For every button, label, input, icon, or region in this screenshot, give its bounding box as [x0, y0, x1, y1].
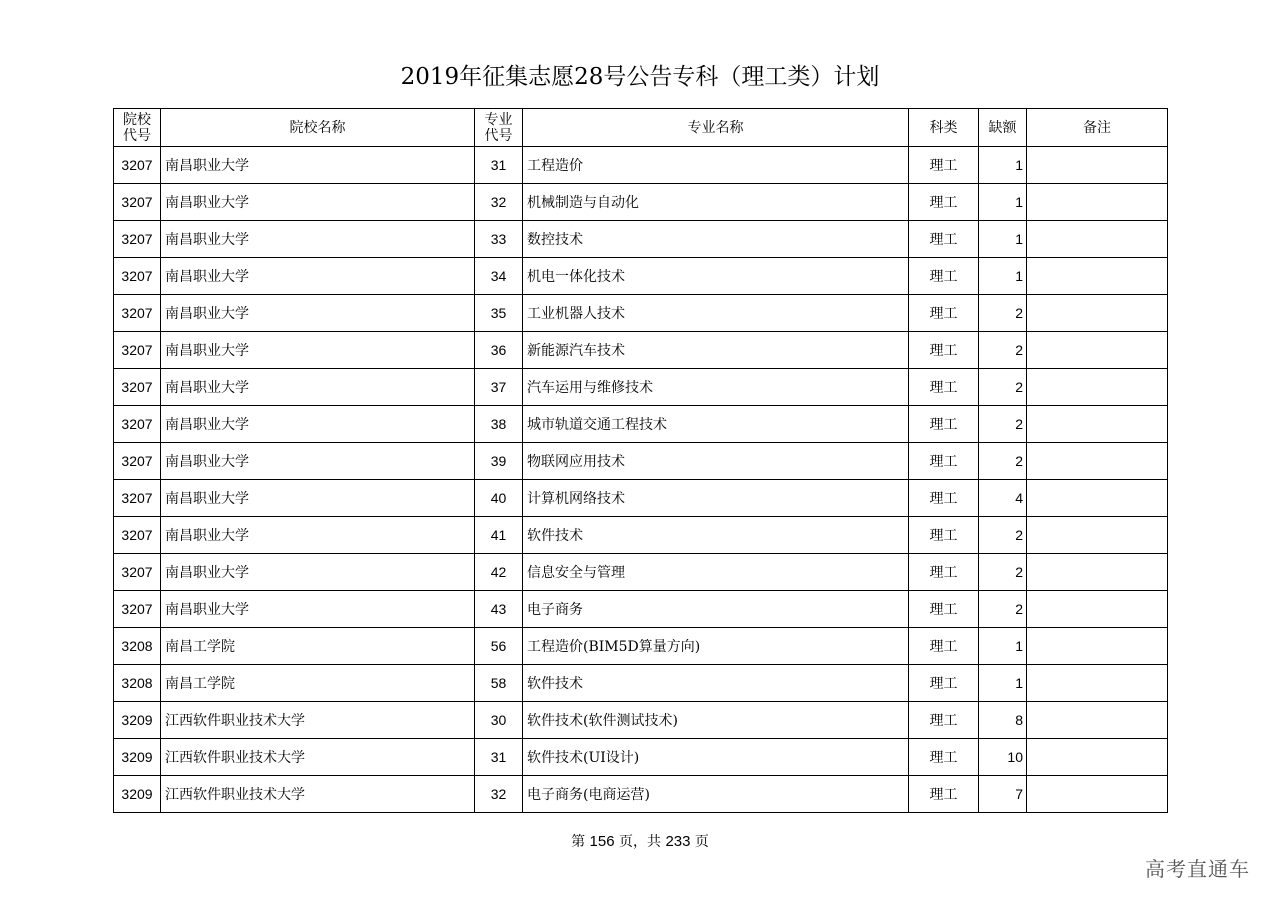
- cell-school-name: 南昌职业大学: [161, 443, 475, 480]
- footer-total-pages: 233: [665, 833, 691, 850]
- cell-note: [1027, 702, 1168, 739]
- cell-school-code: 3208: [114, 628, 161, 665]
- table-row: [114, 591, 1168, 628]
- table-body: [114, 147, 1168, 813]
- cell-note: [1027, 443, 1168, 480]
- cell-quota: 1: [979, 184, 1027, 221]
- cell-note: [1027, 295, 1168, 332]
- cell-category: 理工: [909, 221, 979, 258]
- cell-major-code: 40: [475, 480, 523, 517]
- table-row: [114, 184, 1168, 221]
- cell-category: 理工: [909, 554, 979, 591]
- cell-school-code: 3209: [114, 739, 161, 776]
- cell-school-code: 3207: [114, 184, 161, 221]
- cell-major-name: 物联网应用技术: [523, 443, 909, 480]
- cell-major-name: 电子商务: [523, 591, 909, 628]
- table-row: [114, 147, 1168, 184]
- cell-major-code: 33: [475, 221, 523, 258]
- table-row: [114, 517, 1168, 554]
- header-quota: 缺额: [979, 109, 1027, 147]
- cell-major-name: 软件技术(UI设计): [523, 739, 909, 776]
- cell-category: 理工: [909, 443, 979, 480]
- cell-quota: 1: [979, 147, 1027, 184]
- cell-school-code: 3207: [114, 554, 161, 591]
- cell-quota: 1: [979, 665, 1027, 702]
- cell-category: 理工: [909, 739, 979, 776]
- cell-note: [1027, 332, 1168, 369]
- cell-major-code: 58: [475, 665, 523, 702]
- cell-quota: 2: [979, 369, 1027, 406]
- cell-major-name: 软件技术(软件测试技术): [523, 702, 909, 739]
- cell-quota: 10: [979, 739, 1027, 776]
- cell-major-name: 机械制造与自动化: [523, 184, 909, 221]
- cell-note: [1027, 628, 1168, 665]
- cell-school-code: 3207: [114, 517, 161, 554]
- cell-school-code: 3207: [114, 332, 161, 369]
- cell-major-code: 37: [475, 369, 523, 406]
- cell-category: 理工: [909, 665, 979, 702]
- cell-category: 理工: [909, 332, 979, 369]
- cell-category: 理工: [909, 147, 979, 184]
- table-row: [114, 776, 1168, 813]
- table-row: [114, 258, 1168, 295]
- cell-quota: 4: [979, 480, 1027, 517]
- cell-category: 理工: [909, 702, 979, 739]
- cell-note: [1027, 258, 1168, 295]
- cell-school-name: 南昌职业大学: [161, 480, 475, 517]
- cell-school-name: 江西软件职业技术大学: [161, 739, 475, 776]
- cell-note: [1027, 480, 1168, 517]
- cell-school-name: 南昌职业大学: [161, 369, 475, 406]
- cell-quota: 2: [979, 406, 1027, 443]
- cell-school-name: 南昌职业大学: [161, 258, 475, 295]
- cell-school-code: 3207: [114, 147, 161, 184]
- header-category: 科类: [909, 109, 979, 147]
- header-major-name: 专业名称: [523, 109, 909, 147]
- table-row: [114, 628, 1168, 665]
- cell-major-code: 56: [475, 628, 523, 665]
- cell-major-code: 30: [475, 702, 523, 739]
- cell-major-name: 电子商务(电商运营): [523, 776, 909, 813]
- footer-suffix: 页: [690, 834, 709, 850]
- cell-quota: 2: [979, 295, 1027, 332]
- cell-quota: 2: [979, 591, 1027, 628]
- cell-school-name: 南昌工学院: [161, 665, 475, 702]
- footer-prefix: 第: [571, 834, 590, 850]
- cell-major-name: 工程造价(BIM5D算量方向): [523, 628, 909, 665]
- cell-quota: 2: [979, 554, 1027, 591]
- cell-school-code: 3207: [114, 480, 161, 517]
- cell-note: [1027, 369, 1168, 406]
- watermark: 高考直通车: [1145, 857, 1250, 881]
- table-row: [114, 702, 1168, 739]
- cell-quota: 2: [979, 443, 1027, 480]
- header-school-code-line1: 院校: [123, 111, 151, 128]
- footer-middle: 页，共: [614, 834, 666, 850]
- cell-quota: 1: [979, 628, 1027, 665]
- header-school-name: 院校名称: [161, 109, 475, 147]
- table-row: [114, 739, 1168, 776]
- cell-major-code: 31: [475, 739, 523, 776]
- cell-school-code: 3209: [114, 702, 161, 739]
- cell-major-name: 工程造价: [523, 147, 909, 184]
- cell-school-name: 南昌职业大学: [161, 184, 475, 221]
- plan-table: [113, 108, 1168, 813]
- cell-major-name: 计算机网络技术: [523, 480, 909, 517]
- cell-major-name: 数控技术: [523, 221, 909, 258]
- cell-note: [1027, 184, 1168, 221]
- page-footer: [0, 831, 1280, 851]
- cell-major-name: 汽车运用与维修技术: [523, 369, 909, 406]
- cell-school-name: 江西软件职业技术大学: [161, 702, 475, 739]
- cell-major-name: 新能源汽车技术: [523, 332, 909, 369]
- cell-school-name: 南昌职业大学: [161, 591, 475, 628]
- table-row: [114, 332, 1168, 369]
- header-school-code: [114, 109, 161, 147]
- cell-major-code: 31: [475, 147, 523, 184]
- table-row: [114, 554, 1168, 591]
- cell-quota: 1: [979, 221, 1027, 258]
- header-major-code-line1: 专业: [484, 111, 513, 128]
- cell-school-code: 3207: [114, 406, 161, 443]
- footer-page-number: 156: [589, 833, 615, 850]
- cell-note: [1027, 221, 1168, 258]
- cell-school-code: 3208: [114, 665, 161, 702]
- cell-category: 理工: [909, 628, 979, 665]
- header-note: 备注: [1027, 109, 1168, 147]
- cell-major-name: 信息安全与管理: [523, 554, 909, 591]
- cell-school-name: 南昌职业大学: [161, 406, 475, 443]
- table-header: [114, 109, 1168, 147]
- cell-major-name: 软件技术: [523, 665, 909, 702]
- cell-school-name: 南昌职业大学: [161, 517, 475, 554]
- table-row: [114, 665, 1168, 702]
- cell-school-name: 南昌职业大学: [161, 332, 475, 369]
- cell-category: 理工: [909, 369, 979, 406]
- cell-school-name: 南昌职业大学: [161, 554, 475, 591]
- cell-category: 理工: [909, 776, 979, 813]
- table-row: [114, 295, 1168, 332]
- cell-major-code: 42: [475, 554, 523, 591]
- cell-school-code: 3207: [114, 258, 161, 295]
- cell-quota: 2: [979, 332, 1027, 369]
- cell-major-name: 工业机器人技术: [523, 295, 909, 332]
- page-title: 2019年征集志愿28号公告专科（理工类）计划: [400, 64, 880, 90]
- cell-school-code: 3207: [114, 443, 161, 480]
- table-row: [114, 480, 1168, 517]
- table-row: [114, 369, 1168, 406]
- cell-school-code: 3209: [114, 776, 161, 813]
- cell-school-name: 南昌职业大学: [161, 221, 475, 258]
- cell-category: 理工: [909, 406, 979, 443]
- cell-category: 理工: [909, 480, 979, 517]
- cell-major-code: 36: [475, 332, 523, 369]
- cell-school-code: 3207: [114, 295, 161, 332]
- cell-category: 理工: [909, 295, 979, 332]
- table-row: [114, 406, 1168, 443]
- cell-major-code: 38: [475, 406, 523, 443]
- cell-major-name: 软件技术: [523, 517, 909, 554]
- cell-major-code: 34: [475, 258, 523, 295]
- cell-note: [1027, 406, 1168, 443]
- cell-school-name: 南昌工学院: [161, 628, 475, 665]
- cell-school-code: 3207: [114, 221, 161, 258]
- table-row: [114, 443, 1168, 480]
- cell-major-code: 32: [475, 776, 523, 813]
- cell-major-code: 39: [475, 443, 523, 480]
- cell-major-name: 机电一体化技术: [523, 258, 909, 295]
- cell-school-name: 江西软件职业技术大学: [161, 776, 475, 813]
- cell-school-name: 南昌职业大学: [161, 147, 475, 184]
- table-row: [114, 221, 1168, 258]
- cell-quota: 1: [979, 258, 1027, 295]
- cell-note: [1027, 665, 1168, 702]
- cell-major-code: 32: [475, 184, 523, 221]
- cell-note: [1027, 554, 1168, 591]
- cell-note: [1027, 739, 1168, 776]
- cell-major-name: 城市轨道交通工程技术: [523, 406, 909, 443]
- header-school-code-line2: 代号: [123, 127, 151, 144]
- cell-school-code: 3207: [114, 369, 161, 406]
- cell-major-code: 43: [475, 591, 523, 628]
- cell-school-code: 3207: [114, 591, 161, 628]
- cell-note: [1027, 776, 1168, 813]
- cell-school-name: 南昌职业大学: [161, 295, 475, 332]
- header-major-code-line2: 代号: [484, 127, 513, 144]
- cell-category: 理工: [909, 517, 979, 554]
- cell-category: 理工: [909, 258, 979, 295]
- cell-major-code: 41: [475, 517, 523, 554]
- cell-category: 理工: [909, 591, 979, 628]
- cell-major-code: 35: [475, 295, 523, 332]
- cell-category: 理工: [909, 184, 979, 221]
- header-major-code: [475, 109, 523, 147]
- cell-note: [1027, 591, 1168, 628]
- cell-quota: 2: [979, 517, 1027, 554]
- cell-quota: 8: [979, 702, 1027, 739]
- cell-note: [1027, 147, 1168, 184]
- cell-quota: 7: [979, 776, 1027, 813]
- cell-note: [1027, 517, 1168, 554]
